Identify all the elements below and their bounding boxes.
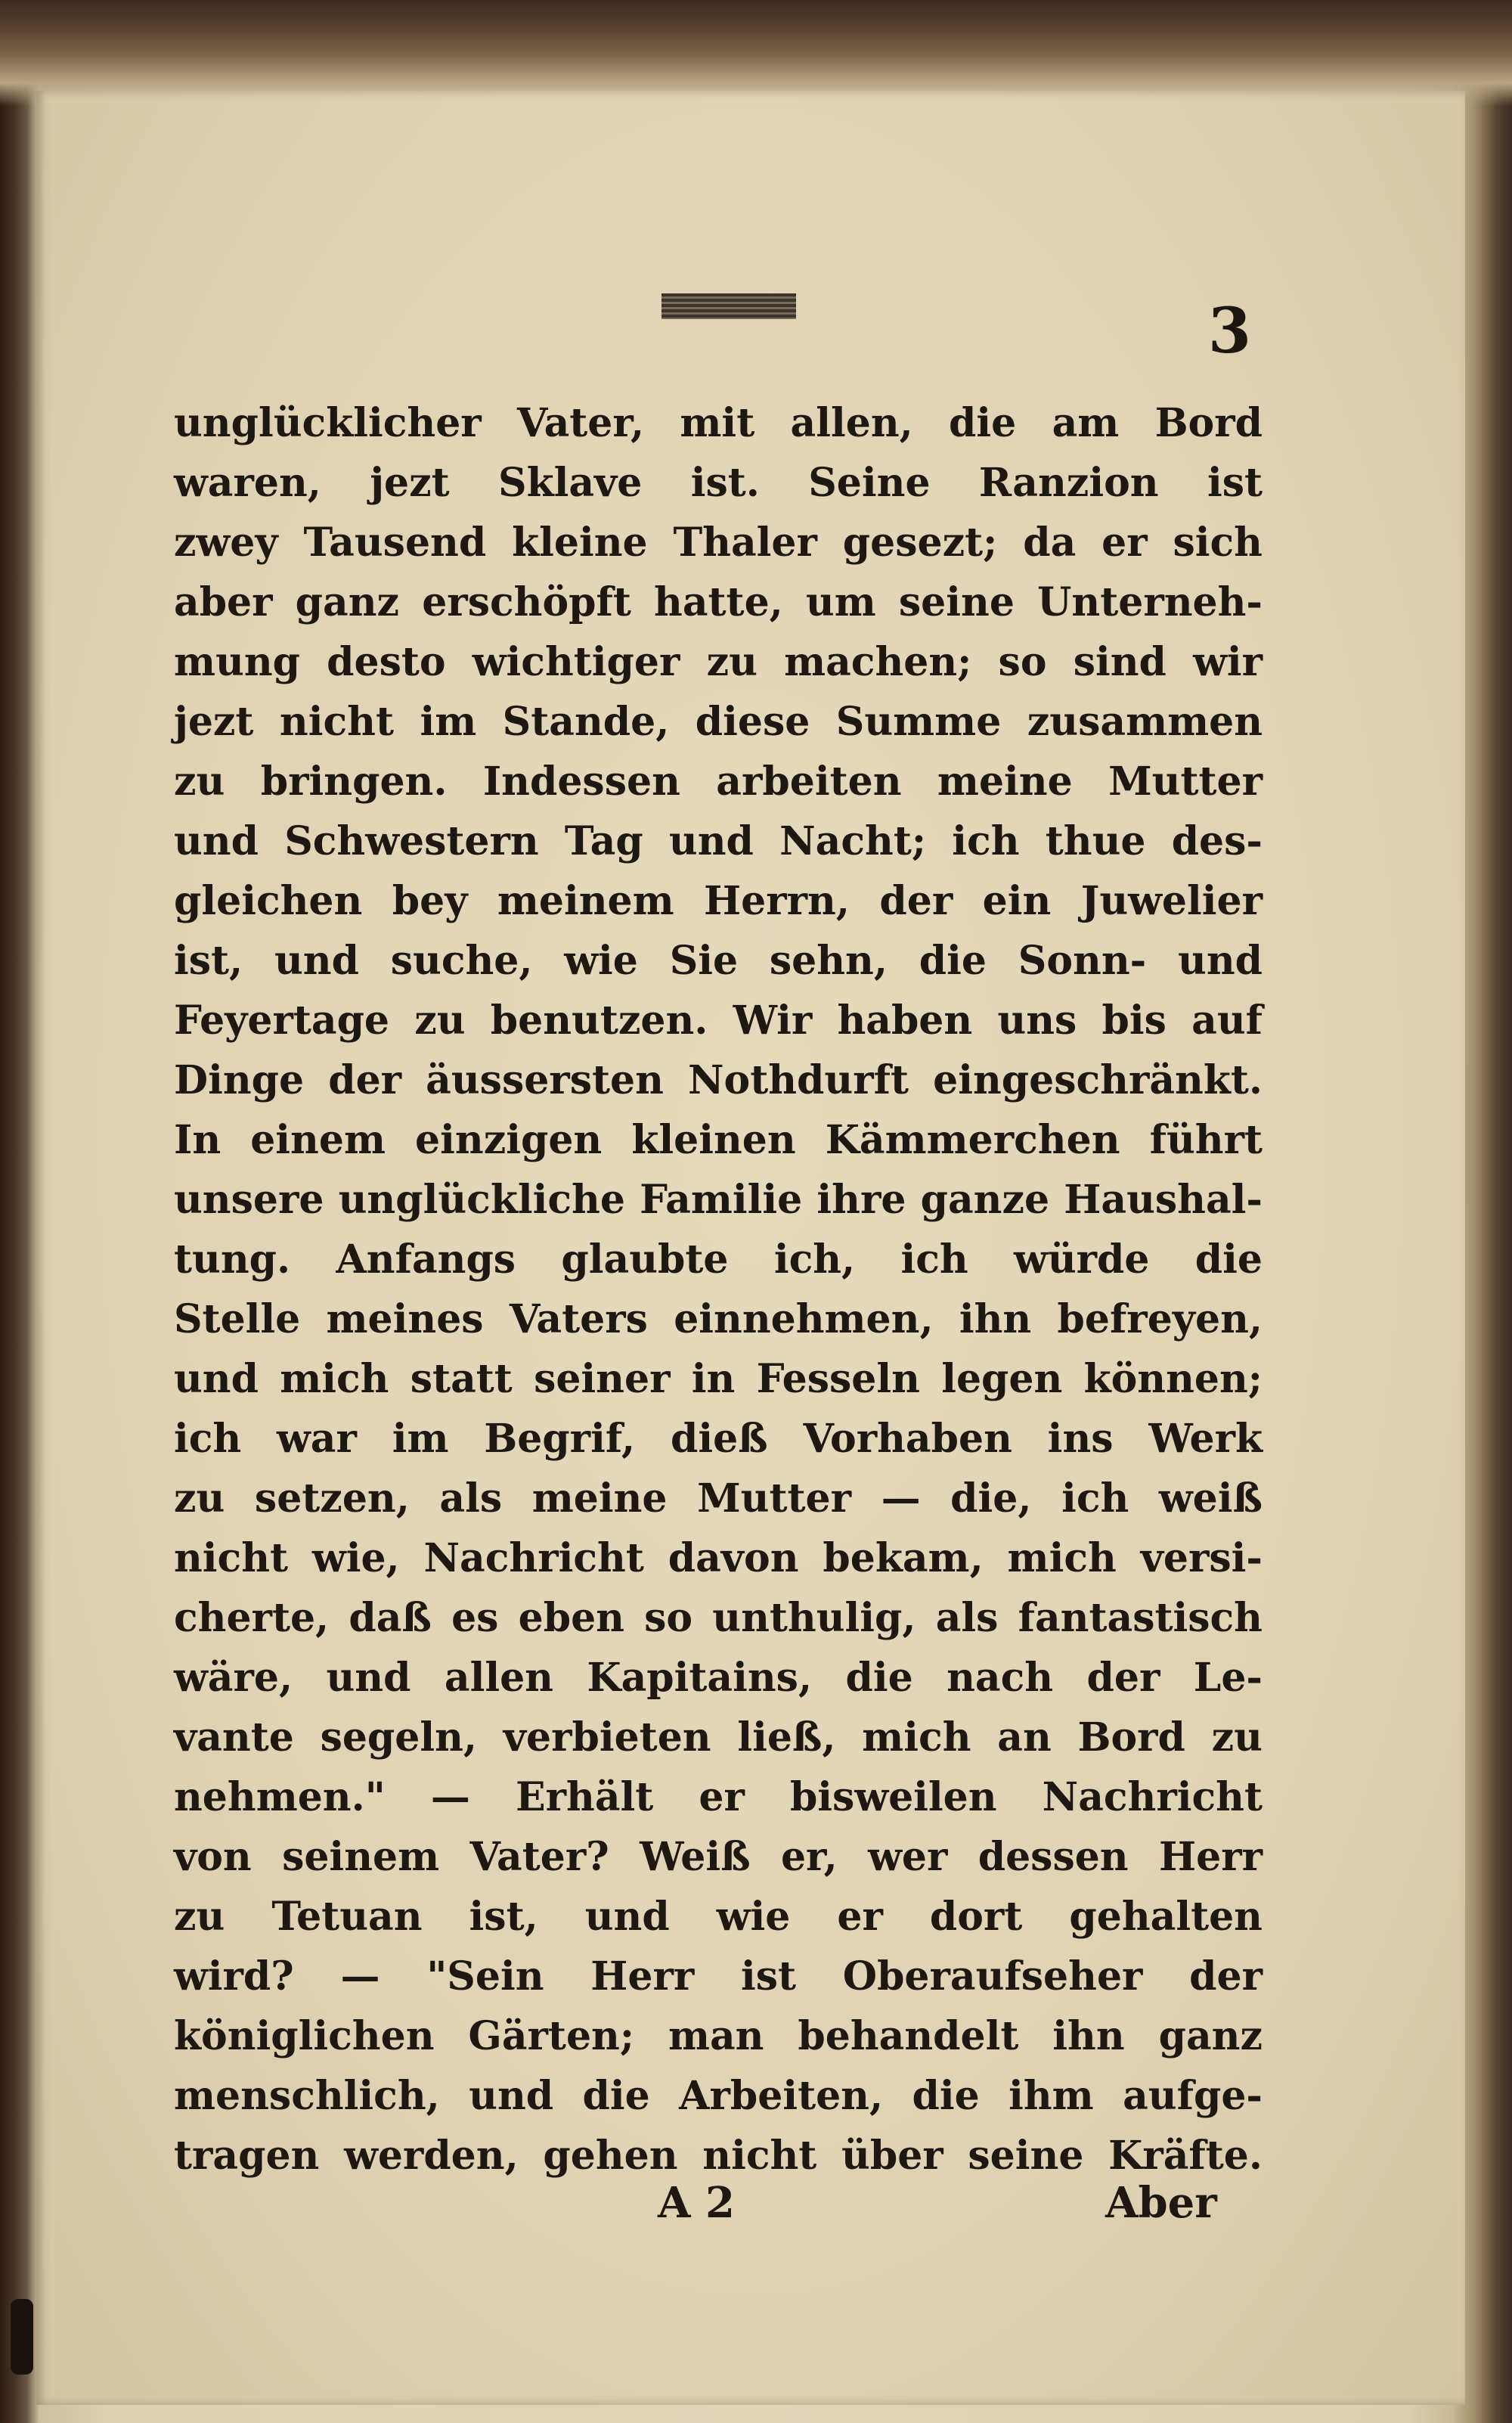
header-ornament-rule: [662, 293, 796, 319]
text-line: Dinge der äussersten Nothdurft eingeschränkt.: [174, 1057, 1263, 1103]
book-top-edge: [0, 0, 1512, 106]
spine-mark: [11, 2299, 33, 2375]
text-line: wäre, und allen Kapitains, die nach der Le-: [174, 1655, 1263, 1701]
text-line: und Schwestern Tag und Nacht; ich thue des-: [174, 818, 1263, 864]
text-line: Feyertage zu benutzen. Wir haben uns bis auf: [174, 997, 1263, 1044]
catchword: Aber: [1105, 2178, 1217, 2228]
body-text: [174, 393, 1263, 2186]
text-line: menschlich, und die Arbeiten, die ihm aufge-: [174, 2073, 1263, 2119]
text-line: vante segeln, verbieten ließ, mich an Bord zu: [174, 1714, 1263, 1761]
text-line: ist, und suche, wie Sie sehn, die Sonn- und: [174, 938, 1263, 984]
text-line: tung. Anfangs glaubte ich, ich würde die: [174, 1236, 1263, 1283]
text-line: cherte, daß es eben so unthulig, als fantastisch: [174, 1595, 1263, 1641]
text-line: mung desto wichtiger zu machen; so sind wir: [174, 639, 1263, 685]
text-line: unglücklicher Vater, mit allen, die am Bord: [174, 400, 1263, 446]
text-line: von seinem Vater? Weiß er, wer dessen Herr: [174, 1834, 1263, 1880]
text-line: zwey Tausend kleine Thaler gesezt; da er sich: [174, 520, 1263, 566]
text-line: wird? — "Sein Herr ist Oberaufseher der: [174, 1953, 1263, 2000]
page-number: 3: [1208, 295, 1252, 368]
text-line: Stelle meines Vaters einnehmen, ihn befreyen,: [174, 1296, 1263, 1342]
text-line: gleichen bey meinem Herrn, der ein Juwelier: [174, 878, 1263, 924]
text-line: jezt nicht im Stande, diese Summe zusammen: [174, 699, 1263, 745]
text-line: nehmen." — Erhält er bisweilen Nachricht: [174, 1774, 1263, 1820]
text-line: unsere unglückliche Familie ihre ganze Haushal-: [174, 1177, 1263, 1223]
text-line: zu Tetuan ist, und wie er dort gehalten: [174, 1894, 1263, 1940]
text-line: königlichen Gärten; man behandelt ihn ganz: [174, 2013, 1263, 2059]
text-line: zu setzen, als meine Mutter — die, ich weiß: [174, 1475, 1263, 1522]
signature-mark: A 2: [658, 2178, 735, 2228]
text-line: ich war im Begrif, dieß Vorhaben ins Werk: [174, 1416, 1263, 1462]
text-line: waren, jezt Sklave ist. Seine Ranzion ist: [174, 460, 1263, 506]
text-line: tragen werden, gehen nicht über seine Kräfte.: [174, 2133, 1263, 2179]
text-line: In einem einzigen kleinen Kämmerchen führt: [174, 1117, 1263, 1163]
text-line: und mich statt seiner in Fesseln legen können;: [174, 1356, 1263, 1402]
text-line: aber ganz erschöpft hatte, um seine Unterneh-: [174, 579, 1263, 625]
text-line: zu bringen. Indessen arbeiten meine Mutter: [174, 759, 1263, 805]
text-line: nicht wie, Nachricht davon bekam, mich versi-: [174, 1535, 1263, 1581]
